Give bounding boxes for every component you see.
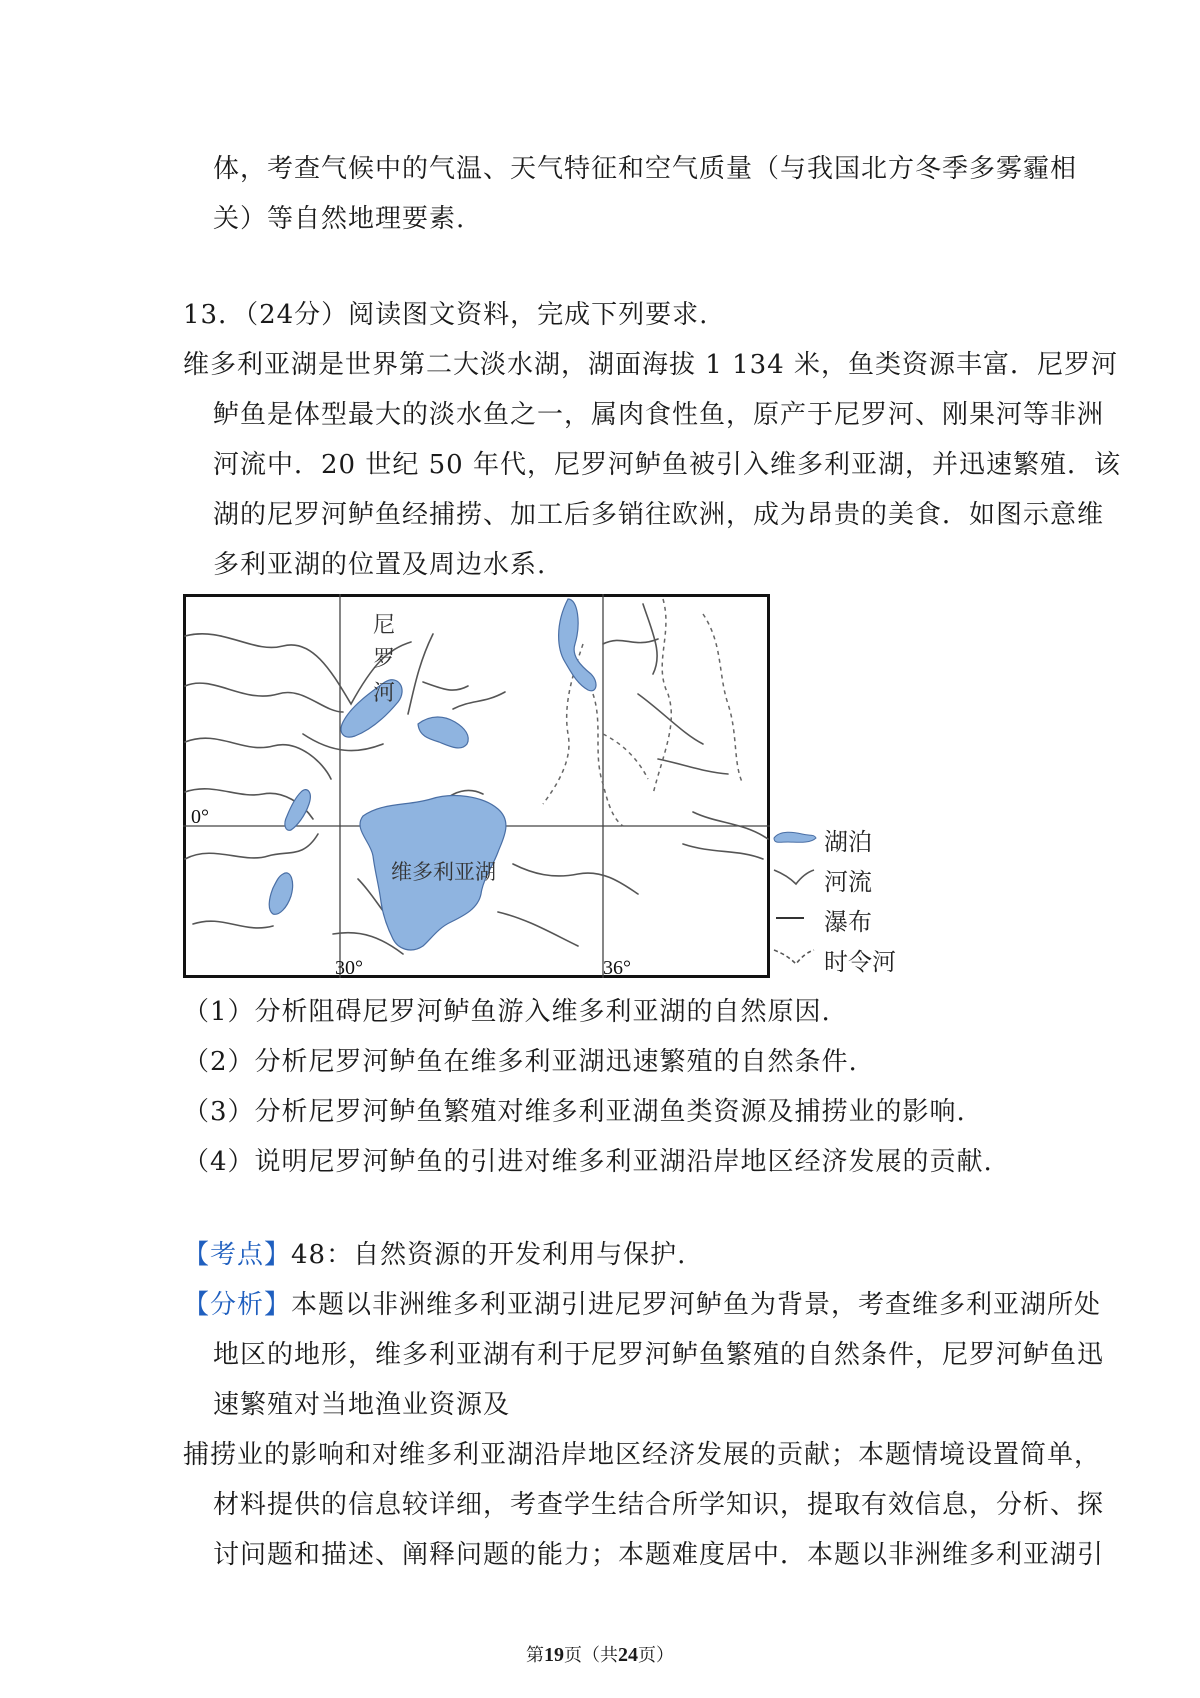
footer-suffix: 页） (638, 1645, 674, 1666)
sub-question-4: （4）说明尼罗河鲈鱼的引进对维多利亚湖沿岸地区经济发展的贡献. (183, 1147, 993, 1177)
latitude-label: 0° (191, 806, 209, 828)
page-footer (0, 1641, 1200, 1667)
river-legend-icon (770, 866, 818, 890)
fenxi-line-2: 地区的地形，维多利亚湖有利于尼罗河鲈鱼繁殖的自然条件，尼罗河鲈鱼迅 (213, 1340, 1105, 1370)
material-line-2: 鲈鱼是体型最大的淡水鱼之一，属肉食性鱼，原产于尼罗河、刚果河等非洲 (213, 400, 1105, 430)
sub-question-3: （3）分析尼罗河鲈鱼繁殖对维多利亚湖鱼类资源及捕捞业的影响. (183, 1097, 966, 1127)
fenxi-line-3: 速繁殖对当地渔业资源及 (213, 1390, 511, 1420)
waterfall-legend-icon (770, 906, 818, 930)
footer-page-number: 19 (544, 1644, 564, 1666)
sub-question-1: （1）分析阻碍尼罗河鲈鱼游入维多利亚湖的自然原因. (183, 997, 831, 1027)
fenxi-row (183, 1288, 1101, 1322)
legend-label-river: 河流 (824, 868, 872, 896)
intro-line-2: 关）等自然地理要素. (213, 204, 466, 234)
river-label-char-1: 尼 (373, 613, 396, 638)
lake-legend-icon (770, 826, 818, 846)
kaodian-tag: 【考点】 (183, 1240, 292, 1270)
kaodian-text: 48：自然资源的开发利用与保护. (291, 1240, 687, 1270)
legend-label-seasonal-river: 时令河 (824, 948, 896, 976)
material-line-4: 湖的尼罗河鲈鱼经捕捞、加工后多销往欧洲，成为昂贵的美食．如图示意维 (213, 500, 1105, 530)
material-line-1: 维多利亚湖是世界第二大淡水湖，湖面海拔 1 134 米，鱼类资源丰富．尼罗河 (183, 350, 1118, 380)
map-frame (185, 596, 769, 977)
legend-label-lake: 湖泊 (824, 828, 872, 856)
footer-middle: 页（共 (564, 1645, 618, 1666)
sub-question-2: （2）分析尼罗河鲈鱼在维多利亚湖迅速繁殖的自然条件. (183, 1047, 858, 1077)
kaodian-row (183, 1238, 686, 1272)
river-label-char-2: 罗 (373, 647, 396, 672)
lake-victoria-label: 维多利亚湖 (391, 860, 496, 884)
river-label-char-3: 河 (373, 681, 396, 706)
longitude-label-30: 30° (335, 957, 363, 978)
fenxi-line-4: 捕捞业的影响和对维多利亚湖沿岸地区经济发展的贡献；本题情境设置简单， (183, 1440, 1102, 1470)
seasonal-river-legend-icon (770, 946, 818, 970)
victoria-lake-map (183, 594, 770, 978)
fenxi-tag: 【分析】 (183, 1290, 292, 1320)
footer-prefix: 第 (526, 1645, 544, 1666)
longitude-label-36: 36° (603, 957, 631, 978)
fenxi-line-5: 材料提供的信息较详细，考查学生结合所学知识，提取有效信息，分析、探 (213, 1490, 1105, 1520)
material-line-3: 河流中．20 世纪 50 年代，尼罗河鲈鱼被引入维多利亚湖，并迅速繁殖．该 (213, 450, 1121, 480)
fenxi-line-1: 本题以非洲维多利亚湖引进尼罗河鲈鱼为背景，考查维多利亚湖所处 (291, 1290, 1102, 1320)
fenxi-line-6: 讨问题和描述、阐释问题的能力；本题难度居中．本题以非洲维多利亚湖引 (213, 1540, 1105, 1570)
footer-total-pages: 24 (618, 1644, 638, 1666)
material-line-5: 多利亚湖的位置及周边水系. (213, 550, 547, 580)
legend-label-waterfall: 瀑布 (824, 908, 872, 936)
question-header: 13．（24分）阅读图文资料，完成下列要求. (183, 300, 709, 330)
intro-line-1: 体，考查气候中的气温、天气特征和空气质量（与我国北方冬季多雾霾相 (213, 154, 1078, 184)
